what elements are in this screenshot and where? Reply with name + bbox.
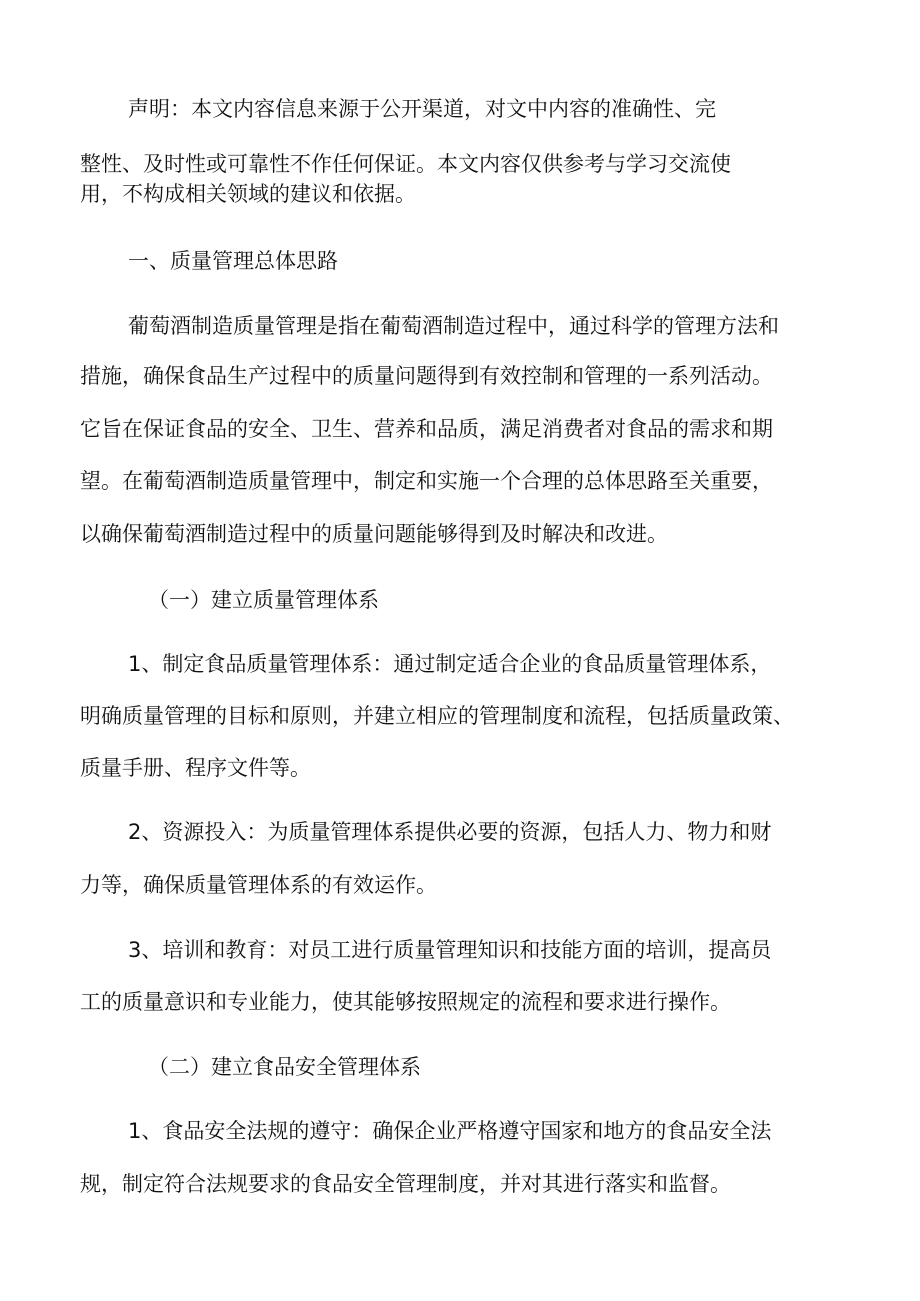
disclaimer-line-3: 用，不构成相关领域的建议和依据。 xyxy=(80,182,416,206)
subsection1-item2-line-2: 力等，确保质量管理体系的有效运作。 xyxy=(80,873,437,897)
subsection1-item1-line-3: 质量手册、程序文件等。 xyxy=(80,756,311,780)
section1-paragraph-line-3: 它旨在保证食品的安全、卫生、营养和品质，满足消费者对食品的需求和期 xyxy=(80,417,773,441)
subsection1-item1-line-2: 明确质量管理的目标和原则，并建立相应的管理制度和流程，包括质量政策、 xyxy=(80,704,794,728)
subsection-heading-1: （一）建立质量管理体系 xyxy=(148,588,379,612)
subsection1-item3-line-1: 3、培训和教育：对员工进行质量管理知识和技能方面的培训，提高员 xyxy=(128,938,772,962)
section1-paragraph-line-2: 措施，确保食品生产过程中的质量问题得到有效控制和管理的一系列活动。 xyxy=(80,364,773,388)
subsection1-item1-line-1: 1、制定食品质量管理体系：通过制定适合企业的食品质量管理体系， xyxy=(128,652,772,676)
disclaimer-line-2: 整性、及时性或可靠性不作任何保证。本文内容仅供参考与学习交流使 xyxy=(80,152,731,176)
disclaimer-line-1: 声明：本文内容信息来源于公开渠道，对文中内容的准确性、完 xyxy=(128,97,716,121)
subsection1-item2-line-1: 2、资源投入：为质量管理体系提供必要的资源，包括人力、物力和财 xyxy=(128,820,772,844)
section1-paragraph-line-5: 以确保葡萄酒制造过程中的质量问题能够得到及时解决和改进。 xyxy=(80,522,668,546)
section-heading-1: 一、质量管理总体思路 xyxy=(128,249,338,273)
subsection2-item1-line-2: 规，制定符合法规要求的食品安全管理制度，并对其进行落实和监督。 xyxy=(80,1172,731,1196)
subsection-heading-2: （二）建立食品安全管理体系 xyxy=(148,1055,421,1079)
section1-paragraph-line-1: 葡萄酒制造质量管理是指在葡萄酒制造过程中，通过科学的管理方法和 xyxy=(128,314,779,338)
subsection1-item3-line-2: 工的质量意识和专业能力，使其能够按照规定的流程和要求进行操作。 xyxy=(80,990,731,1014)
section1-paragraph-line-4: 望。在葡萄酒制造质量管理中，制定和实施一个合理的总体思路至关重要， xyxy=(80,469,773,493)
subsection2-item1-line-1: 1、食品安全法规的遵守：确保企业严格遵守国家和地方的食品安全法 xyxy=(128,1119,772,1143)
